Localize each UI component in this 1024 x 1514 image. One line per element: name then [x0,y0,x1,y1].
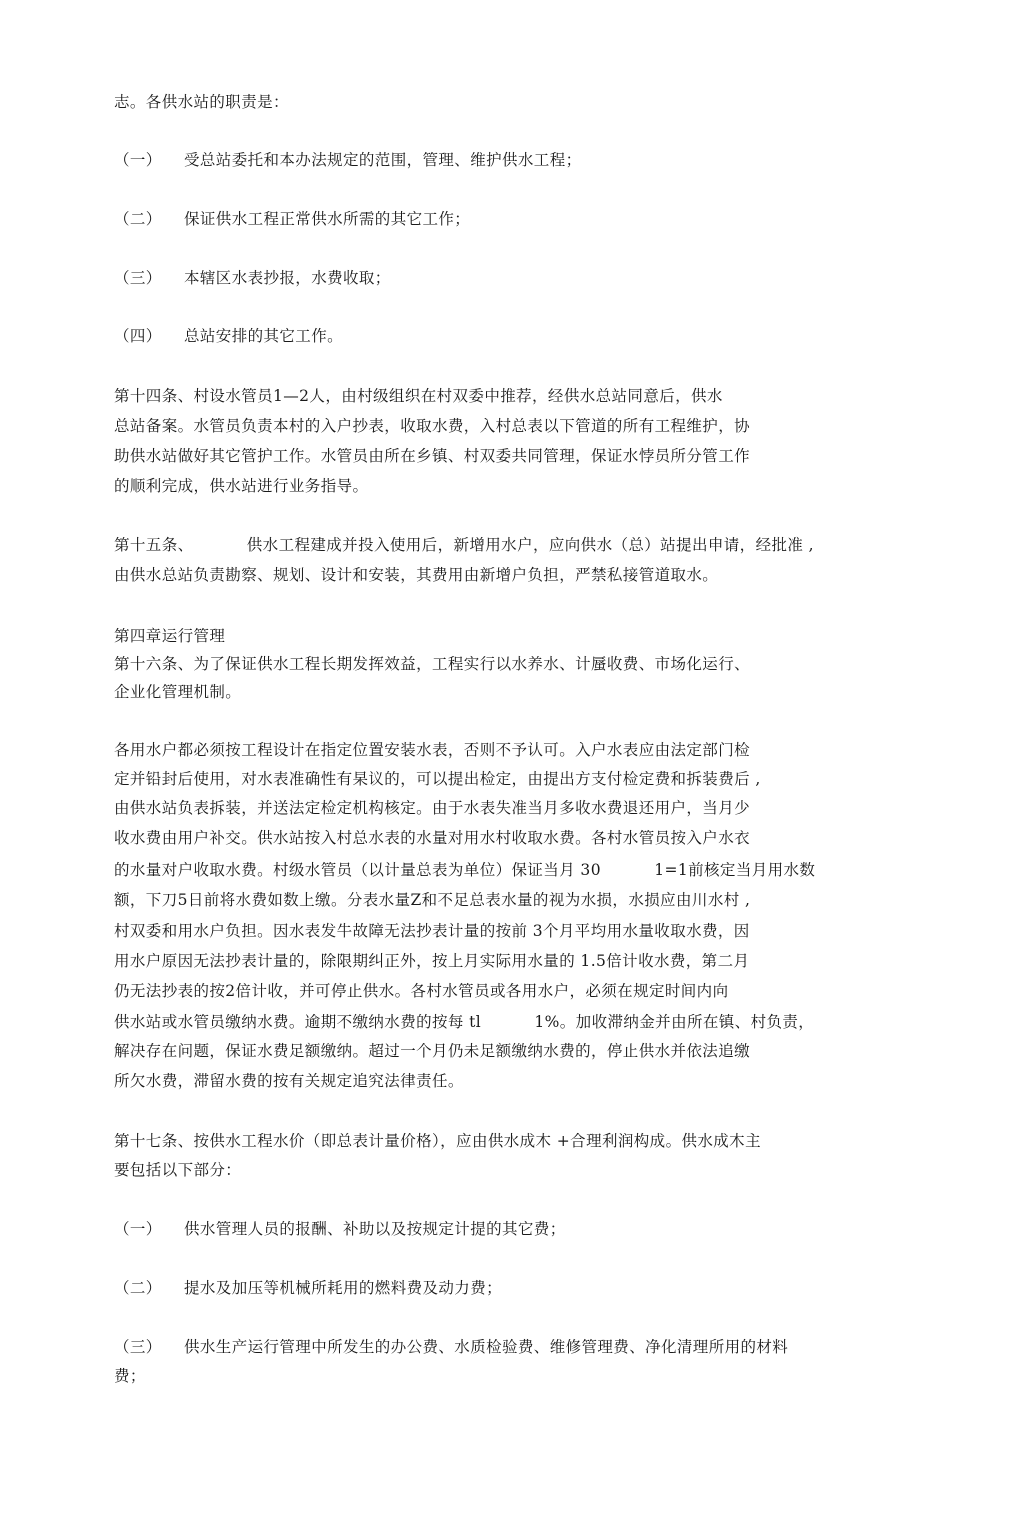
text-line: 村双委和用水户负担。因水表发牛故障无法抄表计量的按前 3个月平均用水量收取水费，因 [114,922,750,940]
text-line: 助供水站做好其它管护工作。水管员由所在乡镇、村双委共同管理，保证水悖员所分管工作 [114,447,751,465]
text-line: 定并铅封后使用，对水表准确性有杲议的，可以提出检定，由提出方支付检定费和拆装费后 , [114,770,761,788]
text-line: 第十七条、按供水工程水价（即总表计量价格），应由供水成木 +合理利润构成。供水成木主 [114,1132,761,1150]
text-line: 仍无法抄表的按2倍计收，并可停止供水。各村水管员或各用水户，必须在规定时间内向 [114,982,729,1000]
list-item [114,209,470,229]
text-line: 供水站或水管员缴纳水费。逾期不缴纳水费的按每 tl 1%。加收滞纳金并由所在镇、村负责， [114,1013,815,1031]
list-item [114,268,391,288]
text-line: 要包括以下部分： [114,1161,242,1179]
chapter-heading: 第四章运行管理 [114,627,226,645]
item-number: （一） [114,151,162,169]
list-item [114,1219,566,1239]
text-line: 第十六条、为了保证供水工程长期发挥效益，工程实行以水养水、计蜃收费、市场化运行、 [114,655,751,673]
list-item [114,1337,788,1357]
text-line: 的顺利完成，供水站进行业务指导。 [114,477,369,495]
item-text: 供水管理人员的报酬、补助以及按规定计提的其它费； [184,1220,566,1238]
text-line: 由供水总站负责勘察、规划、设计和安装，其费用由新增户负担，严禁私接管道取水。 [114,566,719,584]
text-line: 各用水户都必须按工程设计在指定位置安装水表，否则不予认可。入户水表应由法定部门检 [114,741,751,759]
item-text: 总站安排的其它工作。 [184,327,344,345]
text-line: 由供水站负表拆装，并送法定检定机构核定。由于水表失准当月多收水费退还用户，当月少 [114,799,751,817]
list-item [114,1278,502,1298]
text-line: 额，下刀5日前将水费如数上缴。分表水量Z和不足总表水量的视为水损，水损应由川水村 , [114,891,751,909]
item-number: （二） [114,1279,162,1297]
text-line: 企业化管理机制。 [114,683,242,701]
item-number: （四） [114,327,162,345]
text-line: 所欠水费，滞留水费的按有关规定追究法律责任。 [114,1072,464,1090]
text-line: 解决存在问题，保证水费足额缴纳。超过一个月仍未足额缴纳水费的，停止供水并依法追缴 [114,1042,751,1060]
item-number: （二） [114,210,162,228]
text-line: 总站备案。水管员负责本村的入户抄表，收取水费，入村总表以下管道的所有工程维护，协 [114,417,751,435]
text-line: 用水户原因无法抄表计量的，除限期纠正外，按上月实际用水量的 1.5倍计收水费，第二月 [114,952,750,970]
item-text: 供水生产运行管理中所发生的办公费、水质检验费、维修管理费、净化清理所用的材料 [184,1338,789,1356]
text-line: 收水费由用户补交。供水站按入村总水表的水量对用水村收取水费。各村水管员按入户水衣 [114,829,751,847]
text-line: 的水量对户收取水费。村级水管员（以计量总表为单位）保证当月 30 1=1前核定当月用水数 [114,861,816,879]
item-number: （三） [114,1338,162,1356]
text-line: 第十五条、 供水工程建成并投入使用后，新增用水户，应向供水（总）站提出申请，经批准 , [114,536,814,554]
list-item [114,326,343,346]
list-item [114,150,582,170]
text-line: 第十四条、村设水管员1—2人，由村级组织在村双委中推荐，经供水总站同意后，供水 [114,387,723,405]
item-text: 受总站委托和本办法规定的范围，管理、维护供水工程； [184,151,582,169]
item-text: 提水及加压等机械所耗用的燃料费及动力费； [184,1279,503,1297]
item-text: 本辖区水表抄报，水费收取； [184,269,391,287]
text-line: 志。各供水站的职责是： [114,93,289,111]
item-number: （一） [114,1220,162,1238]
text-line: 费； [114,1367,146,1385]
item-number: （三） [114,269,162,287]
item-text: 保证供水工程正常供水所需的其它工作； [184,210,471,228]
